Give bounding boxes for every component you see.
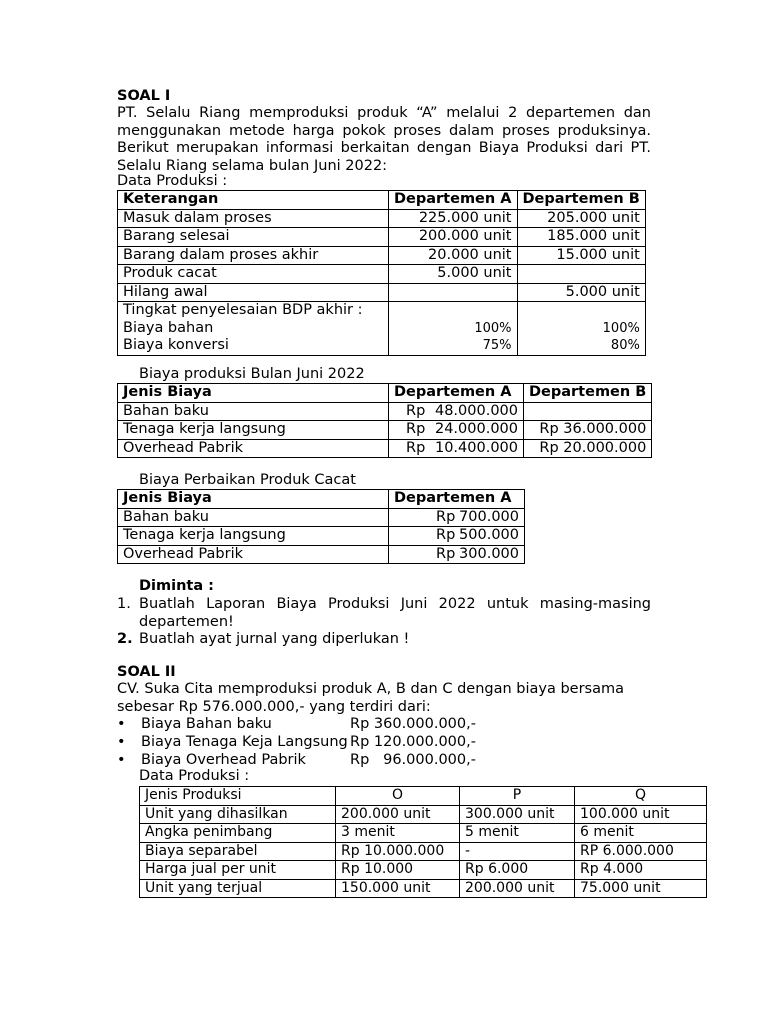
table-row bbox=[118, 439, 652, 458]
cell-label: Harga jual per unit bbox=[140, 861, 336, 880]
cell-jenis: Bahan baku bbox=[118, 508, 389, 527]
task-line: Buatlah Laporan Biaya Produksi Juni 2022 untuk masing-masing bbox=[139, 596, 651, 612]
amount: 10.400.000 bbox=[434, 439, 518, 456]
table-row bbox=[118, 545, 525, 564]
header-dept-a: Departemen A bbox=[389, 490, 525, 509]
cell-jenis: Overhead Pabrik bbox=[118, 545, 389, 564]
cell-dept-a: 20.000 unit bbox=[389, 246, 518, 265]
biaya-name: Biaya Bahan baku bbox=[141, 716, 272, 732]
table-row bbox=[118, 421, 652, 440]
header-keterangan: Keterangan bbox=[118, 191, 389, 210]
table-row bbox=[118, 246, 646, 265]
cell-label: Masuk dalam proses bbox=[118, 209, 389, 228]
cell-label: Biaya separabel bbox=[140, 842, 336, 861]
header-o: O bbox=[336, 787, 460, 806]
task-number: 1. bbox=[117, 596, 131, 612]
cell-p: 5 menit bbox=[460, 824, 575, 843]
cell-jenis: Tenaga kerja langsung bbox=[118, 421, 389, 440]
cell-label: Angka penimbang bbox=[140, 824, 336, 843]
header-p: P bbox=[460, 787, 575, 806]
cell-dept-a bbox=[389, 302, 518, 356]
cell-p: 200.000 unit bbox=[460, 879, 575, 898]
table-row bbox=[118, 508, 525, 527]
table-row bbox=[118, 265, 646, 284]
cell-jenis: Tenaga kerja langsung bbox=[118, 527, 389, 546]
cell-label: Unit yang terjual bbox=[140, 879, 336, 898]
cell-dept-b: 185.000 unit bbox=[517, 228, 645, 247]
amount: 48.000.000 bbox=[434, 402, 518, 419]
currency: Rp bbox=[406, 439, 426, 456]
cell-q: 75.000 unit bbox=[575, 879, 707, 898]
header-dept-b: Departemen B bbox=[517, 191, 645, 210]
table-row bbox=[140, 861, 707, 880]
cell-o: 200.000 unit bbox=[336, 805, 460, 824]
cell-o: 3 menit bbox=[336, 824, 460, 843]
header-jenis-biaya: Jenis Biaya bbox=[118, 490, 389, 509]
biaya-produksi-table bbox=[117, 383, 652, 458]
cell-dept-a bbox=[389, 439, 524, 458]
cell-label: Unit yang dihasilkan bbox=[140, 805, 336, 824]
intro-line: menggunakan metode harga pokok proses dalam proses produksinya. bbox=[117, 122, 651, 139]
cell-dept-b bbox=[517, 265, 645, 284]
cell-q: 100.000 unit bbox=[575, 805, 707, 824]
cell-dept-a bbox=[389, 527, 525, 546]
header-jenis-biaya: Jenis Biaya bbox=[118, 384, 389, 403]
currency: Rp bbox=[406, 402, 426, 419]
cell-dept-b: Rp 36.000.000 bbox=[524, 421, 652, 440]
cell-dept-a bbox=[389, 545, 525, 564]
table3-caption: Biaya Perbaikan Produk Cacat bbox=[139, 472, 356, 488]
cell-q: Rp 4.000 bbox=[575, 861, 707, 880]
cell-label: Barang selesai bbox=[118, 228, 389, 247]
soal2-intro bbox=[117, 681, 651, 716]
amount: 700.000 bbox=[459, 508, 519, 525]
soal2-data-label: Data Produksi : bbox=[139, 768, 250, 784]
cell-dept-a: 200.000 unit bbox=[389, 228, 518, 247]
bullet-icon: • bbox=[117, 734, 126, 750]
konversi-b: 80% bbox=[610, 338, 640, 353]
table-row-tingkat bbox=[118, 302, 646, 356]
cell-dept-a: 225.000 unit bbox=[389, 209, 518, 228]
cell-o: Rp 10.000 bbox=[336, 861, 460, 880]
cell-p: 300.000 unit bbox=[460, 805, 575, 824]
cell-dept-a bbox=[389, 402, 524, 421]
amount: 300.000 bbox=[459, 545, 519, 562]
cell-p: Rp 6.000 bbox=[460, 861, 575, 880]
biaya-amount: Rp 360.000.000,- bbox=[350, 716, 476, 732]
task-line: departemen! bbox=[139, 613, 234, 630]
cell-dept-a: 5.000 unit bbox=[389, 265, 518, 284]
bahan-b: 100% bbox=[602, 320, 640, 336]
table-row bbox=[118, 527, 525, 546]
soal1-data-label: Data Produksi : bbox=[117, 173, 228, 189]
table-row bbox=[140, 824, 707, 843]
task-item bbox=[117, 596, 651, 631]
production-data-table bbox=[117, 190, 646, 356]
header-q: Q bbox=[575, 787, 707, 806]
task-number: 2. bbox=[117, 631, 133, 647]
task-item bbox=[117, 631, 651, 649]
amount: 500.000 bbox=[459, 527, 519, 543]
biaya-bersama-list bbox=[117, 716, 517, 770]
table-row bbox=[118, 283, 646, 302]
biaya-amount: Rp 120.000.000,- bbox=[350, 734, 476, 750]
cell-q: RP 6.000.000 bbox=[575, 842, 707, 861]
biaya-name: Biaya Overhead Pabrik bbox=[141, 752, 306, 768]
soal1-title: SOAL I bbox=[117, 88, 171, 104]
cell-dept-b: 5.000 unit bbox=[517, 283, 645, 302]
cell-label: Barang dalam proses akhir bbox=[118, 246, 389, 265]
soal2-title: SOAL II bbox=[117, 664, 176, 680]
cell-dept-a bbox=[389, 421, 524, 440]
task-list bbox=[117, 596, 651, 649]
biaya-bahan-label: Biaya bahan bbox=[123, 319, 214, 336]
bullet-icon: • bbox=[117, 716, 126, 732]
cell-jenis: Bahan baku bbox=[118, 402, 389, 421]
list-item bbox=[117, 734, 517, 752]
header-dept-a: Departemen A bbox=[389, 191, 518, 210]
table2-caption: Biaya produksi Bulan Juni 2022 bbox=[139, 366, 365, 382]
currency: Rp bbox=[406, 421, 426, 437]
currency: Rp bbox=[436, 508, 456, 525]
intro-line: sebesar Rp 576.000.000,- yang terdiri dari: bbox=[117, 698, 431, 715]
task-line: Buatlah ayat jurnal yang diperlukan ! bbox=[139, 631, 410, 647]
table-row bbox=[140, 879, 707, 898]
intro-line: PT. Selalu Riang memproduksi produk “A” melalui 2 departemen dan bbox=[117, 105, 651, 121]
biaya-amount: Rp 96.000.000,- bbox=[350, 752, 476, 768]
cell-label: Hilang awal bbox=[118, 283, 389, 302]
tingkat-label: Tingkat penyelesaian BDP akhir : bbox=[123, 302, 363, 318]
cell-o: 150.000 unit bbox=[336, 879, 460, 898]
table-row bbox=[118, 402, 652, 421]
table-row bbox=[118, 228, 646, 247]
cell-dept-a bbox=[389, 283, 518, 302]
cell-dept-b bbox=[517, 302, 645, 356]
table-row bbox=[140, 842, 707, 861]
currency: Rp bbox=[436, 527, 456, 543]
diminta-label: Diminta : bbox=[139, 578, 214, 594]
cell-jenis: Overhead Pabrik bbox=[118, 439, 389, 458]
cell-label: Produk cacat bbox=[118, 265, 389, 284]
cell-dept-b: 205.000 unit bbox=[517, 209, 645, 228]
cell-label bbox=[118, 302, 389, 356]
intro-line: Selalu Riang selama bulan Juni 2022: bbox=[117, 157, 388, 174]
cell-o: Rp 10.000.000 bbox=[336, 842, 460, 861]
currency: Rp bbox=[436, 545, 456, 562]
table-header-row bbox=[140, 787, 707, 806]
cell-dept-b: 15.000 unit bbox=[517, 246, 645, 265]
table-header-row bbox=[118, 191, 646, 210]
list-item bbox=[117, 716, 517, 734]
table-row bbox=[118, 209, 646, 228]
header-jenis-produksi: Jenis Produksi bbox=[140, 787, 336, 806]
cell-dept-b bbox=[524, 402, 652, 421]
intro-line: Berikut merupakan informasi berkaitan dengan Biaya Produksi dari PT. bbox=[117, 140, 651, 156]
table-header-row bbox=[118, 490, 525, 509]
cell-q: 6 menit bbox=[575, 824, 707, 843]
soal1-intro bbox=[117, 105, 651, 175]
cell-dept-b: Rp 20.000.000 bbox=[524, 439, 652, 458]
biaya-name: Biaya Tenaga Keja Langsung bbox=[141, 734, 348, 750]
header-dept-b: Departemen B bbox=[524, 384, 652, 403]
table-row bbox=[140, 805, 707, 824]
bahan-a: 100% bbox=[474, 320, 512, 336]
cell-p: - bbox=[460, 842, 575, 861]
produksi-table bbox=[139, 786, 707, 898]
konversi-a: 75% bbox=[482, 338, 512, 353]
cell-dept-a bbox=[389, 508, 525, 527]
bullet-icon: • bbox=[117, 752, 126, 768]
table-header-row bbox=[118, 384, 652, 403]
header-dept-a: Departemen A bbox=[389, 384, 524, 403]
biaya-konversi-label: Biaya konversi bbox=[123, 337, 229, 353]
intro-line: CV. Suka Cita memproduksi produk A, B dan C dengan biaya bersama bbox=[117, 681, 624, 697]
amount: 24.000.000 bbox=[434, 421, 518, 437]
biaya-perbaikan-table bbox=[117, 489, 525, 564]
